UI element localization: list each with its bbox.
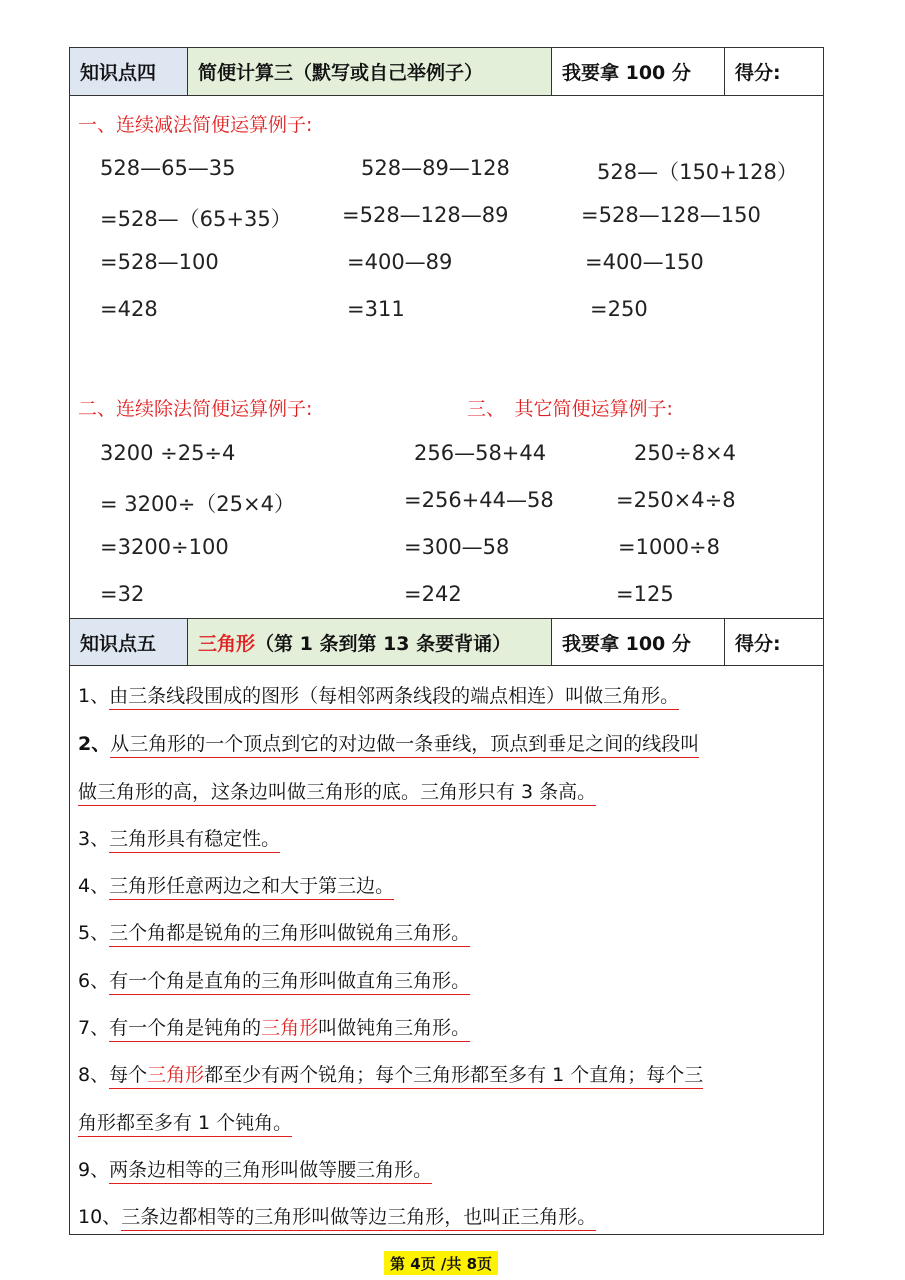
eq-3-2: =528—128—150 [581,203,761,227]
eq-3-4: =250 [590,297,648,321]
section1-heading: 一、连续减法简便运算例子: [78,114,313,136]
eq-2-3: =400—89 [347,250,453,274]
rule-10: 10、三条边都相等的三角形叫做等边三角形，也叫正三角形。 [78,1202,596,1229]
goal-label: 我要拿 100 分 [552,48,725,95]
eq-2-2: =528—128—89 [342,203,509,227]
eq-5-2: =256+44—58 [404,488,554,512]
eq-3-1: 528—（150+128） [597,160,798,184]
eq-4-1: 3200 ÷25÷4 [100,441,236,465]
worksheet-frame [69,47,824,1235]
eq-1-3: =528—100 [100,250,219,274]
score-label: 得分: [735,62,781,84]
eq-6-4: =125 [616,582,674,606]
rule-9: 9、两条边相等的三角形叫做等腰三角形。 [78,1155,432,1182]
section2-heading: 二、连续除法简便运算例子: [78,398,313,420]
section3-heading: 三、 其它简便运算例子: [467,398,673,420]
eq-6-3: =1000÷8 [618,535,720,559]
rule-4: 4、三角形任意两边之和大于第三边。 [78,871,394,898]
eq-1-1: 528—65—35 [100,156,236,180]
section-title [188,619,552,665]
knowledge-tag: 知识点四 [70,48,188,95]
eq-6-1: 250÷8×4 [634,441,736,465]
eq-5-1: 256—58+44 [414,441,547,465]
eq-5-3: =300—58 [404,535,510,559]
knowledge-tag: 知识点五 [70,619,188,665]
section-title: 简便计算三（默写或自己举例子） [188,48,552,95]
eq-2-1: 528—89—128 [361,156,510,180]
eq-4-4: =32 [100,582,145,606]
rule-1: 1、由三条线段围成的图形（每相邻两条线段的端点相连）叫做三角形。 [78,681,679,708]
rule-2-line1: 2、从三角形的一个顶点到它的对边做一条垂线，顶点到垂足之间的线段叫 [78,729,699,756]
goal-label: 我要拿 100 分 [552,619,725,665]
score-label: 得分: [735,632,781,655]
eq-1-4: =428 [100,297,158,321]
rule-7: 7、有一个角是钝角的三角形叫做钝角三角形。 [78,1013,470,1040]
rule-8-line2: 角形都至多有 1 个钝角。 [78,1108,292,1135]
eq-6-2: =250×4÷8 [616,488,736,512]
header-row-5 [70,618,823,666]
eq-4-3: =3200÷100 [100,535,229,559]
rule-2-line2: 做三角形的高，这条边叫做三角形的底。三角形只有 3 条高。 [78,777,596,804]
eq-4-2: = 3200÷（25×4） [100,492,295,516]
rule-8-line1: 8、每个三角形都至少有两个锐角；每个三角形都至多有 1 个直角；每个三 [78,1060,703,1087]
header-row-4 [70,48,823,96]
eq-3-3: =400—150 [585,250,704,274]
title-highlight: 三角形 [198,632,256,655]
eq-5-4: =242 [404,582,462,606]
rule-5: 5、三个角都是锐角的三角形叫做锐角三角形。 [78,918,470,945]
eq-2-4: =311 [347,297,405,321]
title-rest: （第 1 条到第 13 条要背诵） [255,632,512,655]
rule-6: 6、有一个角是直角的三角形叫做直角三角形。 [78,966,470,993]
rule-3: 3、三角形具有稳定性。 [78,824,280,851]
page-number: 第 4页 /共 8页 [384,1251,498,1275]
eq-1-2: =528—（65+35） [100,207,292,231]
